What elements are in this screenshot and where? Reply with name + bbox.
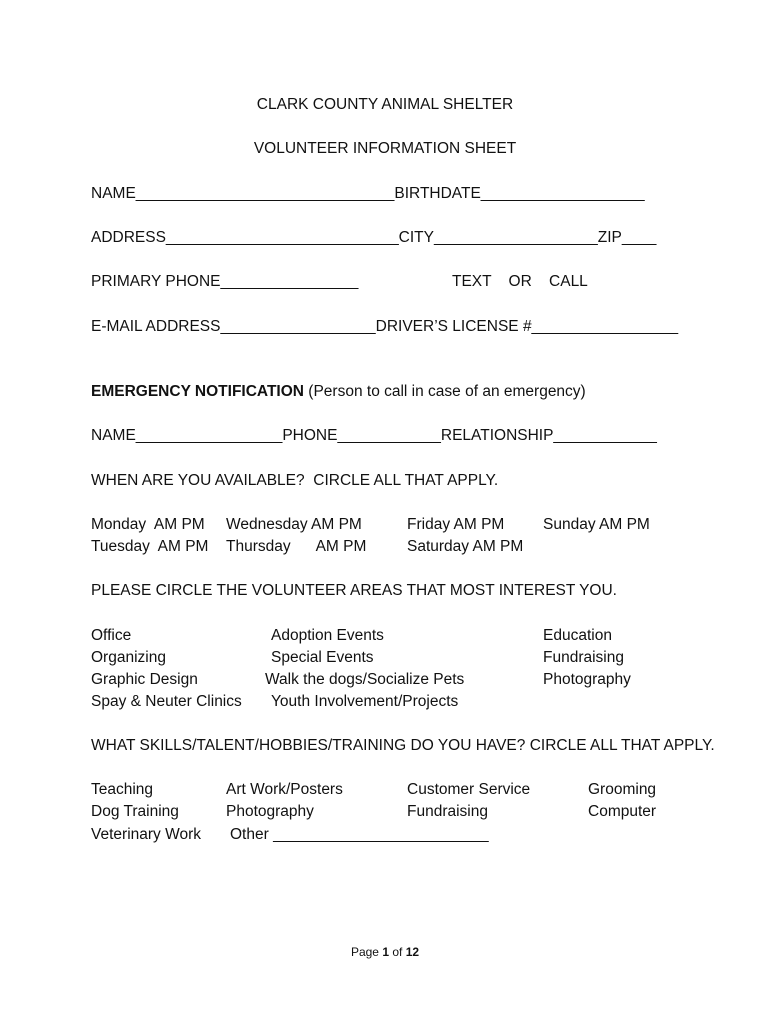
interest-item: Photography — [543, 671, 631, 688]
page-prefix: Page — [350, 945, 383, 959]
sheet-title: VOLUNTEER INFORMATION SHEET — [253, 140, 517, 157]
address-city-zip-line: ADDRESS___________________________CITY___________________ZIP____ — [91, 229, 657, 246]
org-title: CLARK COUNTY ANIMAL SHELTER — [256, 96, 514, 113]
availability-sunday: Sunday AM PM — [543, 516, 650, 533]
page-footer — [0, 942, 770, 962]
primary-phone-line: PRIMARY PHONE________________ — [91, 273, 359, 290]
page-total: 12 — [405, 945, 420, 959]
text-or-call: TEXT OR CALL — [452, 273, 588, 290]
skill-other-line: Other _________________________ — [230, 826, 489, 843]
interest-item: Education — [543, 627, 612, 644]
skill-item: Dog Training — [91, 803, 179, 820]
interest-item: Adoption Events — [271, 627, 384, 644]
interests-prompt: PLEASE CIRCLE THE VOLUNTEER AREAS THAT MOST INTEREST YOU. — [91, 582, 617, 599]
skill-item: Veterinary Work — [91, 826, 201, 843]
interest-item: Graphic Design — [91, 671, 198, 688]
interest-item: Fundraising — [543, 649, 624, 666]
page-of: of — [389, 945, 406, 959]
skill-item: Teaching — [91, 781, 154, 798]
availability-prompt: WHEN ARE YOU AVAILABLE? CIRCLE ALL THAT APPLY. — [91, 472, 499, 489]
emergency-contact-line: NAME_________________PHONE____________RELATIONSHIP____________ — [91, 427, 657, 444]
interest-item: Organizing — [91, 649, 166, 666]
skill-item: Art Work/Posters — [226, 781, 343, 798]
skill-item: Customer Service — [407, 781, 531, 798]
availability-saturday: Saturday AM PM — [407, 538, 524, 555]
availability-thursday: Thursday AM PM — [226, 538, 367, 555]
skill-item: Fundraising — [407, 803, 488, 820]
skill-item: Grooming — [588, 781, 657, 798]
emergency-heading-note: (Person to call in case of an emergency) — [304, 383, 586, 400]
interest-item: Office — [91, 627, 132, 644]
emergency-heading — [91, 382, 586, 402]
page-number: 1 — [382, 945, 389, 959]
interest-item: Spay & Neuter Clinics — [91, 693, 242, 710]
interest-item: Youth Involvement/Projects — [271, 693, 459, 710]
skills-prompt: WHAT SKILLS/TALENT/HOBBIES/TRAINING DO YOU HAVE? CIRCLE ALL THAT APPLY. — [91, 737, 715, 754]
availability-monday: Monday AM PM — [91, 516, 205, 533]
availability-friday: Friday AM PM — [407, 516, 505, 533]
name-birthdate-line: NAME______________________________BIRTHDATE___________________ — [91, 185, 645, 202]
availability-tuesday: Tuesday AM PM — [91, 538, 209, 555]
emergency-heading-bold: EMERGENCY NOTIFICATION — [91, 383, 304, 400]
interest-item: Walk the dogs/Socialize Pets — [265, 671, 465, 688]
skill-item: Computer — [588, 803, 657, 820]
availability-wednesday: Wednesday AM PM — [226, 516, 362, 533]
skill-item: Photography — [226, 803, 314, 820]
interest-item: Special Events — [271, 649, 374, 666]
email-license-line: E-MAIL ADDRESS__________________DRIVER’S LICENSE #_________________ — [91, 318, 679, 335]
